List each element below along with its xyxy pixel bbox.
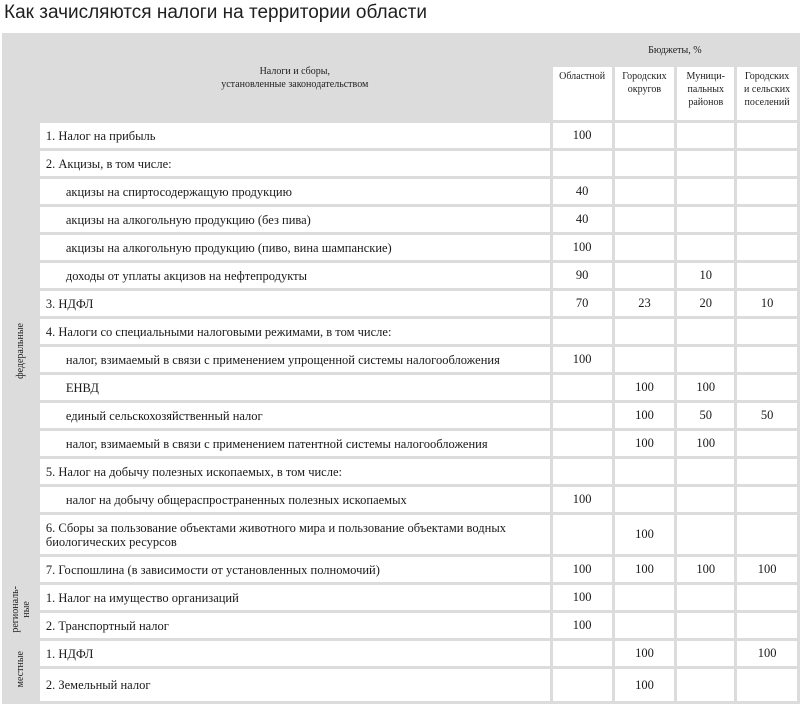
table-row: [5, 347, 797, 372]
budget-share-cell: 50: [737, 403, 797, 428]
tax-name: акцизы на спиртосодержащую продукцию: [40, 179, 550, 204]
budget-share-cell: 100: [553, 613, 612, 638]
header-col-municipal-l3: районов: [688, 97, 724, 108]
table-row: [5, 291, 797, 316]
header-col-municipal-districts: [677, 67, 734, 120]
budget-share-cell: [553, 319, 612, 344]
header-corner: [5, 36, 37, 120]
tax-name: 1. Налог на имущество организаций: [40, 585, 550, 610]
budget-share-cell: [677, 235, 734, 260]
page-title: Как зачисляются налоги на территории области: [4, 2, 427, 23]
budget-share-cell: [677, 207, 734, 232]
budget-share-cell: 10: [677, 263, 734, 288]
header-taxes: [40, 36, 550, 120]
budget-share-cell: [677, 585, 734, 610]
budget-share-cell: [737, 179, 797, 204]
budget-share-cell: 90: [553, 263, 612, 288]
budget-share-cell: 70: [553, 291, 612, 316]
budget-share-cell: 100: [615, 641, 675, 666]
tax-name: 2. Транспортный налог: [40, 613, 550, 638]
group-federal-label: федеральные: [15, 322, 27, 379]
group-regional-l1: региональ-: [9, 586, 21, 633]
budget-share-cell: 100: [553, 123, 612, 148]
budget-share-cell: [553, 515, 612, 554]
budget-share-cell: [615, 585, 675, 610]
table-row: [5, 487, 797, 512]
tax-name: 2. Акцизы, в том числе:: [40, 151, 550, 176]
budget-share-cell: [615, 235, 675, 260]
budget-share-cell: [615, 207, 675, 232]
budget-share-cell: [677, 347, 734, 372]
budget-share-cell: [677, 123, 734, 148]
budget-share-cell: [737, 431, 797, 456]
group-local-label: местные: [15, 650, 27, 688]
header-col-settlements: [737, 67, 797, 120]
budget-share-cell: [677, 459, 734, 484]
table-row: [5, 431, 797, 456]
header-col-municipal-l1: Муници-: [686, 71, 725, 82]
budget-share-cell: 100: [615, 557, 675, 582]
budget-share-cell: 100: [737, 557, 797, 582]
budget-share-cell: [553, 431, 612, 456]
budget-share-cell: [737, 515, 797, 554]
budget-share-cell: [615, 613, 675, 638]
budget-share-cell: [553, 151, 612, 176]
group-regional-l2: ные: [20, 601, 32, 618]
budget-share-cell: [677, 151, 734, 176]
budget-share-cell: [615, 123, 675, 148]
tax-name: 7. Госпошлина (в зависимости от установленных полномочий): [40, 557, 550, 582]
table-row: [5, 123, 797, 148]
budget-share-cell: 100: [553, 585, 612, 610]
budget-share-cell: 40: [553, 207, 612, 232]
header-col-settlements-l3: поселений: [744, 97, 790, 108]
table-row: [5, 557, 797, 582]
table-row: [5, 585, 797, 610]
header-col-settlements-l2: и сельских: [744, 84, 791, 95]
tax-name: 6. Сборы за пользование объектами животного мира и пользование объектами водных биологических ресурсов: [40, 515, 550, 554]
budget-share-cell: 100: [615, 515, 675, 554]
table-row: [5, 151, 797, 176]
budget-share-cell: 50: [677, 403, 734, 428]
budget-share-cell: [677, 613, 734, 638]
group-local: [5, 641, 37, 701]
budget-share-cell: [677, 487, 734, 512]
budget-share-cell: 100: [677, 431, 734, 456]
budget-share-cell: [615, 319, 675, 344]
table-row: [5, 613, 797, 638]
table-row: [5, 459, 797, 484]
budget-share-cell: [737, 235, 797, 260]
table-row: [5, 179, 797, 204]
budget-share-cell: 100: [615, 431, 675, 456]
budget-share-cell: 100: [553, 347, 612, 372]
table-row: [5, 207, 797, 232]
budget-share-cell: [737, 669, 797, 701]
header-taxes-line1: Налоги и сборы,: [259, 66, 330, 77]
budget-share-cell: [677, 319, 734, 344]
tax-name: единый сельскохозяйственный налог: [40, 403, 550, 428]
budget-share-cell: [737, 207, 797, 232]
budget-share-cell: [677, 179, 734, 204]
table-row: [5, 319, 797, 344]
tax-name: акцизы на алкогольную продукцию (пиво, вина шампанские): [40, 235, 550, 260]
budget-share-cell: 40: [553, 179, 612, 204]
budget-share-cell: [737, 585, 797, 610]
budget-share-cell: [553, 669, 612, 701]
table-row: [5, 515, 797, 554]
budget-share-cell: [553, 459, 612, 484]
budget-share-cell: [615, 151, 675, 176]
budget-share-cell: 100: [553, 487, 612, 512]
tax-name: 4. Налоги со специальными налоговыми режимами, в том числе:: [40, 319, 550, 344]
budget-share-cell: 23: [615, 291, 675, 316]
header-col-regional-l1: Областной: [559, 71, 606, 82]
budget-share-cell: [737, 123, 797, 148]
table-body: [5, 123, 797, 701]
budget-share-cell: [615, 263, 675, 288]
tax-name: акцизы на алкогольную продукцию (без пива): [40, 207, 550, 232]
table-row: [5, 669, 797, 701]
tax-name: 5. Налог на добычу полезных ископаемых, в том числе:: [40, 459, 550, 484]
tax-distribution-table: [2, 33, 800, 704]
tax-name: 3. НДФЛ: [40, 291, 550, 316]
header-col-regional: [553, 67, 612, 120]
tax-name: 1. Налог на прибыль: [40, 123, 550, 148]
header-taxes-line2: установленные законодательством: [221, 79, 369, 90]
tax-name: налог, взимаемый в связи с применением патентной системы налогообложения: [40, 431, 550, 456]
group-regional: [5, 585, 37, 638]
budget-share-cell: [737, 319, 797, 344]
budget-share-cell: [615, 179, 675, 204]
budget-share-cell: [677, 669, 734, 701]
header-col-urban-l1: Городских: [622, 71, 667, 82]
table-row: [5, 641, 797, 666]
budget-share-cell: 100: [615, 375, 675, 400]
budget-share-cell: [737, 613, 797, 638]
budget-share-cell: 100: [615, 669, 675, 701]
budget-share-cell: [615, 487, 675, 512]
budget-share-cell: [737, 487, 797, 512]
budget-share-cell: 100: [553, 235, 612, 260]
budget-share-cell: [737, 375, 797, 400]
budget-share-cell: 100: [677, 375, 734, 400]
budget-share-cell: [553, 375, 612, 400]
budget-share-cell: [737, 459, 797, 484]
table-row: [5, 403, 797, 428]
budget-share-cell: 100: [615, 403, 675, 428]
budget-share-cell: 100: [553, 557, 612, 582]
budget-share-cell: [615, 347, 675, 372]
tax-name: доходы от уплаты акцизов на нефтепродукты: [40, 263, 550, 288]
group-federal: [5, 123, 37, 582]
header-col-municipal-l2: пальных: [687, 84, 724, 95]
budget-share-cell: 100: [677, 557, 734, 582]
tax-name: ЕНВД: [40, 375, 550, 400]
header-col-urban-l2: округов: [627, 84, 662, 95]
header-col-settlements-l1: Городских: [744, 71, 790, 82]
budget-share-cell: [677, 515, 734, 554]
header-budgets: Бюджеты, %: [553, 36, 797, 64]
table-row: [5, 263, 797, 288]
budget-share-cell: [553, 641, 612, 666]
budget-share-cell: 20: [677, 291, 734, 316]
budget-share-cell: [677, 641, 734, 666]
budget-share-cell: [615, 459, 675, 484]
group-regional-label: [10, 586, 32, 633]
budget-share-cell: 100: [737, 641, 797, 666]
budget-share-cell: [553, 403, 612, 428]
tax-name: 2. Земельный налог: [40, 669, 550, 701]
budget-share-cell: [737, 151, 797, 176]
budget-share-cell: 10: [737, 291, 797, 316]
table-row: [5, 375, 797, 400]
budget-share-cell: [737, 263, 797, 288]
budget-share-cell: [737, 347, 797, 372]
tax-name: 1. НДФЛ: [40, 641, 550, 666]
tax-name: налог на добычу общераспространенных полезных ископаемых: [40, 487, 550, 512]
tax-name: налог, взимаемый в связи с применением упрощенной системы налогообложения: [40, 347, 550, 372]
header-col-urban-districts: [615, 67, 675, 120]
table-row: [5, 235, 797, 260]
